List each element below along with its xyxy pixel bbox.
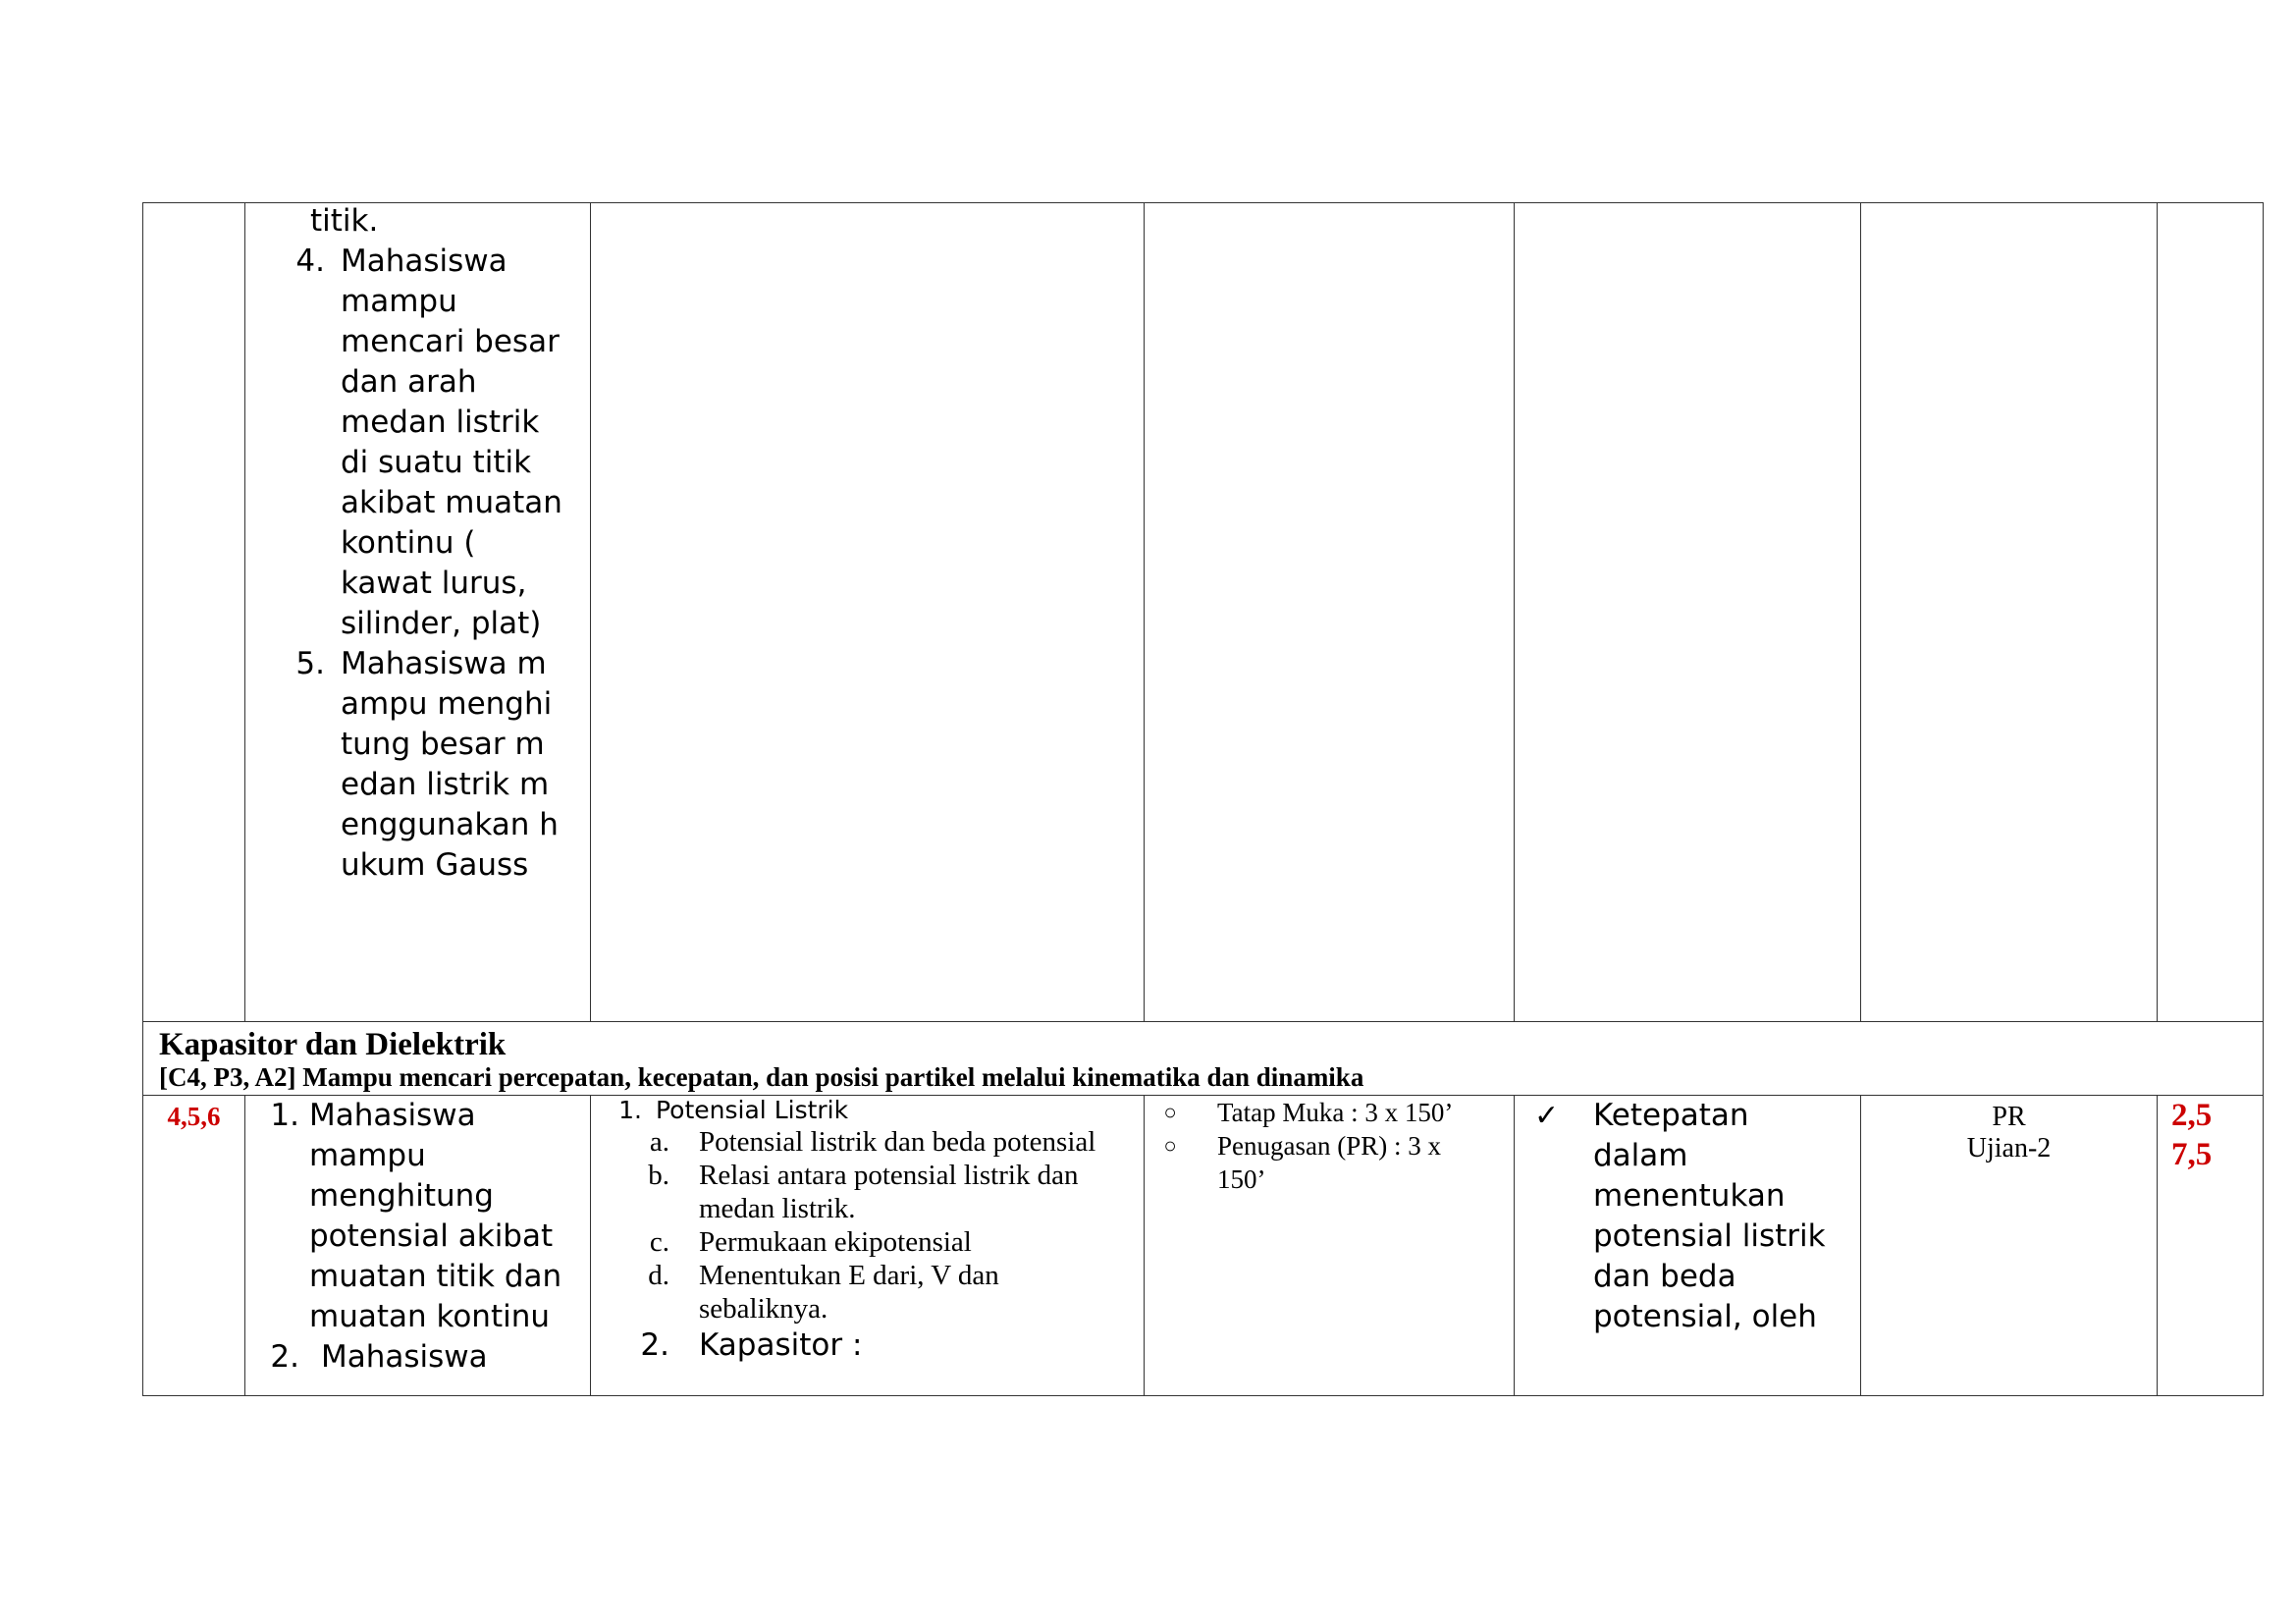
objectives-cell <box>245 1096 591 1396</box>
item-text: Relasi antara potensial listrik dan medan listrik. <box>699 1160 1079 1224</box>
item-text: Potensial listrik dan beda potensial <box>699 1126 1096 1158</box>
list-item <box>245 644 590 886</box>
item-text: Mahasiswa mampu menghitung besar medan listrik menggunakan hukum Gauss <box>341 646 559 883</box>
list-item <box>1145 1129 1514 1196</box>
item-text: Potensial Listrik <box>656 1096 849 1124</box>
objective-continuation: titik. <box>310 203 379 239</box>
week-cell <box>143 203 245 1022</box>
item-text: Permukaan ekipotensial <box>699 1226 972 1258</box>
item-number: 1. <box>270 1098 299 1133</box>
checkmark-icon: ✓ <box>1534 1099 1560 1133</box>
weight-value: 7,5 <box>2171 1137 2213 1172</box>
table-row <box>143 203 2264 1022</box>
item-number: 2. <box>640 1327 669 1363</box>
material-cell <box>591 203 1145 1022</box>
item-text: Ketepatan dalam menentukan potensial listrik dan beda potensial, oleh <box>1593 1098 1826 1334</box>
list-item <box>245 1096 590 1337</box>
item-number: 2. <box>270 1339 299 1375</box>
item-text: Mahasiswa mampu mencari besar dan arah medan listrik di suatu titik akibat muatan kontinu ( kawat lurus, silinder, plat) <box>341 243 562 641</box>
item-letter: c. <box>649 1226 669 1258</box>
assessment-cell <box>1861 1096 2158 1396</box>
assessment-cell <box>1861 203 2158 1022</box>
item-number: 5. <box>295 646 325 681</box>
item-letter: d. <box>648 1260 669 1291</box>
list-item <box>245 1337 590 1378</box>
bullet-icon: ○ <box>1163 1133 1177 1158</box>
list-item <box>591 1125 1144 1159</box>
section-subtitle: [C4, P3, A2] Mampu mencari percepatan, kecepatan, dan posisi partikel melalui kinematika dan dinamika <box>159 1062 1364 1092</box>
criteria-cell <box>1515 1096 1861 1396</box>
item-text: Menentukan E dari, V dan sebaliknya. <box>699 1260 999 1325</box>
method-cell <box>1145 203 1515 1022</box>
method-cell <box>1145 1096 1515 1396</box>
course-plan-table <box>142 202 2264 1396</box>
material-item <box>591 1096 1144 1125</box>
weight-value: 2,5 <box>2171 1098 2213 1133</box>
list-item <box>591 1159 1144 1225</box>
week-number: 4,5,6 <box>167 1102 221 1131</box>
list-item <box>591 1259 1144 1325</box>
assessment-item: PR <box>1992 1102 2026 1132</box>
objectives-cell <box>245 203 591 1022</box>
table-row <box>143 1096 2264 1396</box>
list-item <box>1145 1096 1514 1129</box>
item-text: Kapasitor : <box>699 1327 863 1363</box>
material-item <box>591 1325 1144 1366</box>
item-number: 1. <box>618 1096 642 1124</box>
criteria-cell <box>1515 203 1861 1022</box>
item-text: Mahasiswa <box>321 1339 488 1375</box>
bullet-icon: ○ <box>1163 1100 1177 1124</box>
list-item <box>1515 1096 1860 1337</box>
item-letter: a. <box>649 1126 669 1158</box>
weight-cell <box>2158 203 2264 1022</box>
section-header-row <box>143 1022 2264 1096</box>
assessment-item: Ujian-2 <box>1966 1133 2052 1163</box>
week-cell <box>143 1096 245 1396</box>
item-text: Mahasiswa mampu menghitung potensial akibat muatan titik dan muatan kontinu <box>309 1098 562 1334</box>
item-letter: b. <box>648 1160 669 1191</box>
item-text: Penugasan (PR) : 3 x 150’ <box>1217 1131 1441 1194</box>
section-title: Kapasitor dan Dielektrik <box>159 1027 507 1062</box>
section-header-cell <box>143 1022 2264 1096</box>
weight-cell <box>2158 1096 2264 1396</box>
list-item <box>591 1225 1144 1259</box>
list-item <box>245 242 590 644</box>
material-cell <box>591 1096 1145 1396</box>
item-number: 4. <box>295 243 325 279</box>
item-text: Tatap Muka : 3 x 150’ <box>1217 1098 1454 1127</box>
